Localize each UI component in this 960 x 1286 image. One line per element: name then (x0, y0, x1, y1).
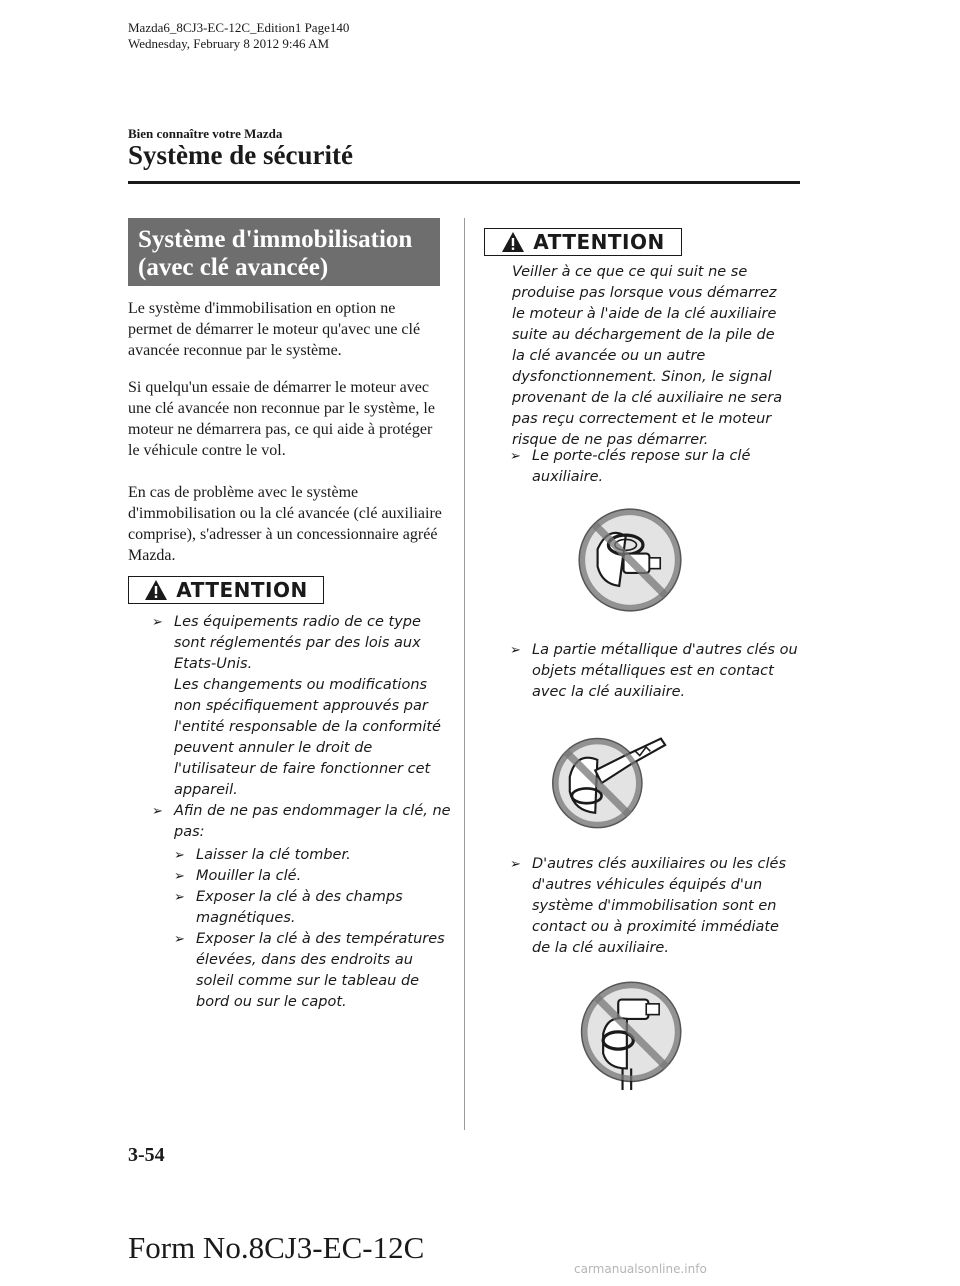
arrow-bullet-icon: ➢ (174, 848, 185, 863)
sub-list-item: ➢ Exposer la clé à des températures élevées, dans des endroits au soleil comme sur le tableau de bord ou sur le capot. (174, 931, 445, 1010)
sub-list-item: ➢ Mouiller la clé. (174, 866, 452, 887)
watermark: carmanualsonline.info (574, 1262, 707, 1276)
warning-triangle-icon (501, 231, 525, 253)
attention-box-left (128, 576, 324, 604)
arrow-bullet-icon: ➢ (510, 643, 521, 658)
list-item-metal: ➢ La partie métallique d'autres clés ou objets métalliques est en contact avec la clé auxiliaire. (510, 642, 798, 700)
form-number: Form No.8CJ3-EC-12C (128, 1230, 425, 1265)
sub-list-item: ➢ Exposer la clé à des champs magnétiques. (174, 889, 403, 926)
arrow-bullet-icon: ➢ (174, 869, 185, 884)
list-item (152, 801, 452, 1013)
print-info-line1: Mazda6_8CJ3-EC-12C_Edition1 Page140 (128, 20, 350, 35)
paragraph-intro: Le système d'immobilisation en option ne permet de démarrer le moteur qu'avec une clé avancée reconnue par le système. (128, 300, 421, 359)
page-title: Système de sécurité (128, 140, 353, 170)
page-number: 3-54 (128, 1144, 165, 1166)
item-radio-law: Les équipements radio de ce type sont réglementés par des lois aux Etats-Unis. (174, 614, 421, 672)
column-divider (464, 218, 465, 1130)
arrow-bullet-icon: ➢ (174, 890, 185, 905)
paragraph-theft: Si quelqu'un essaie de démarrer le moteur avec une clé avancée non reconnue par le système, le moteur ne démarrera pas, ce qui aide à protéger le véhicule contre le vol. (128, 379, 435, 459)
arrow-bullet-icon: ➢ (510, 449, 521, 464)
heading-line1: Système d'immobilisation (138, 226, 413, 253)
prohibition-keychain-icon (576, 506, 684, 614)
print-info-line2: Wednesday, February 8 2012 9:46 AM (128, 36, 330, 51)
item-radio-modifications: Les changements ou modifications non spécifiquement approuvés par l'entité responsable de la conformité peuvent annuler le droit de l'utilisateur de faire fonctionner cet appareil. (174, 677, 441, 798)
attention-intro-right: Veiller à ce que ce qui suit ne se produise pas lorsque vous démarrez le moteur à l'aide de la clé auxiliaire suite au déchargement de la pile de la clé avancée ou un autre dysfonctionnement. Sinon, le signal provenant de la clé auxiliaire ne sera pas reçu correctement et le moteur risque de ne pas démarrer. (512, 264, 783, 448)
list-item-keychain: ➢ Le porte-clés repose sur la clé auxiliaire. (510, 448, 751, 485)
item-avoid-damage: Afin de ne pas endommager la clé, ne pas: (174, 803, 451, 840)
section-label: Bien connaître votre Mazda (128, 126, 283, 141)
sub-list-item: ➢ Laisser la clé tomber. (174, 845, 452, 866)
attention-list-left (152, 612, 452, 1013)
attention-label: ATTENTION (533, 230, 665, 254)
prohibition-metal-key-icon (550, 728, 668, 834)
arrow-bullet-icon: ➢ (174, 932, 185, 947)
print-info (128, 20, 349, 52)
arrow-bullet-icon: ➢ (152, 615, 163, 630)
prohibition-other-keys-icon (574, 978, 684, 1090)
arrow-bullet-icon: ➢ (152, 804, 163, 819)
list-item (152, 612, 452, 801)
warning-triangle-icon (144, 579, 168, 601)
attention-label: ATTENTION (176, 578, 308, 602)
list-item-other-keys: ➢ D'autres clés auxiliaires ou les clés d'autres véhicules équipés d'un système d'immobilisation sont en contact ou à proximité immédiate de la clé auxiliaire. (510, 856, 787, 956)
sub-list (174, 845, 452, 1013)
attention-box-right (484, 228, 682, 256)
immobilizer-heading (128, 218, 440, 286)
paragraph-dealer: En cas de problème avec le système d'immobilisation ou la clé avancée (clé auxiliaire comprise), s'adresser à un concessionnaire agréé Mazda. (128, 484, 442, 564)
arrow-bullet-icon: ➢ (510, 857, 521, 872)
heading-line2: (avec clé avancée) (138, 254, 329, 281)
header-rule (128, 181, 800, 184)
